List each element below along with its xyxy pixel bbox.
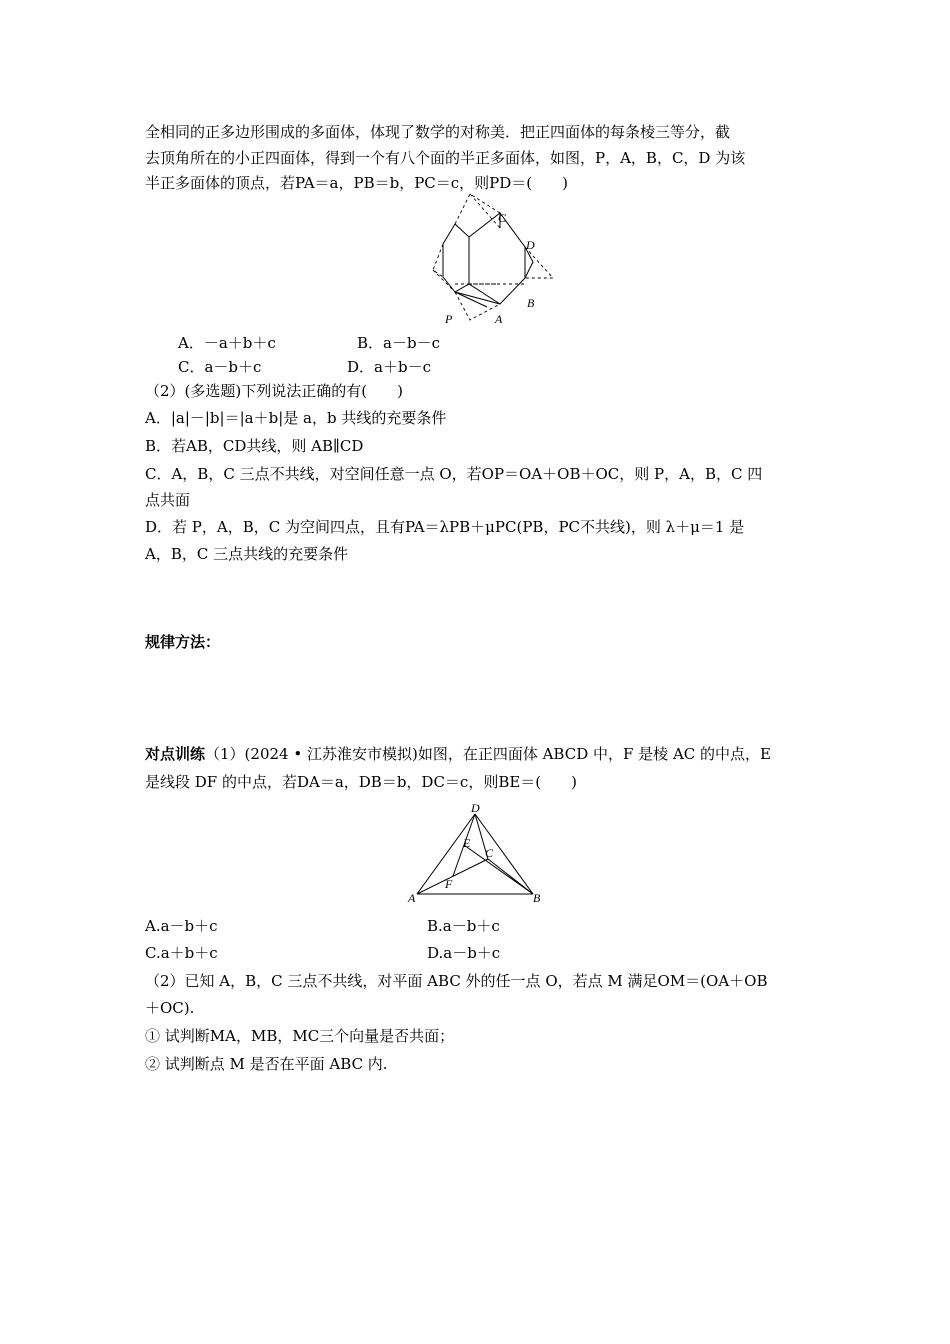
q2-stem: （2）(多选题)下列说法正确的有( ) (145, 382, 403, 400)
t1-option-c: C.a＋b＋c (145, 944, 218, 962)
t2-line-2: ＋OC). (145, 999, 195, 1017)
q2-option-a: A．|a|－|b|＝|a＋b|是 a，b 共线的充要条件 (145, 409, 447, 427)
figure-tetrahedron (405, 800, 550, 908)
fig1-label-D: D (526, 238, 535, 252)
figure-truncated-tetrahedron (425, 192, 560, 327)
q2-option-b: B．若AB，CD共线，则 AB∥CD (145, 437, 364, 455)
fig1-label-B: B (527, 296, 535, 310)
fig2-label-C: C (485, 846, 494, 860)
fig1-label-P: P (445, 312, 453, 326)
fig2-label-E: E (463, 836, 471, 850)
q1-option-b: B．a－b－c (357, 334, 440, 352)
fig2-label-F: F (445, 877, 453, 891)
fig1-label-C: C (498, 211, 507, 225)
q2-option-d-line2: A，B，C 三点共线的充要条件 (145, 545, 349, 563)
training-line-1 (145, 744, 771, 764)
q1-option-c: C．a－b＋c (178, 358, 262, 376)
t2-sub-2: ② 试判断点 M 是否在平面 ABC 内. (145, 1055, 388, 1073)
t2-sub-1: ① 试判断MA，MB，MC三个向量是否共面； (145, 1027, 455, 1045)
t2-line-1: （2）已知 A，B，C 三点不共线，对平面 ABC 外的任一点 O，若点 M 满足OM＝(OA＋OB (145, 972, 768, 990)
training-line-2: 是线段 DF 的中点，若DA＝a，DB＝b，DC＝c，则BE＝( ) (145, 773, 578, 791)
fig2-label-D: D (471, 801, 480, 815)
method-heading: 规律方法： (145, 633, 221, 651)
training-line1-text: （1）(2024 • 江苏淮安市模拟)如图，在正四面体 ABCD 中，F 是棱 AC 的中点，E (205, 745, 771, 763)
training-label: 对点训练 (145, 745, 206, 763)
intro-line-1: 全相同的正多边形围成的多面体，体现了数学的对称美．把正四面体的每条棱三等分，截 (145, 123, 731, 141)
fig2-label-A: A (408, 891, 416, 905)
t1-option-a: A.a－b＋c (145, 917, 218, 935)
q1-option-d: D．a＋b－c (347, 358, 431, 376)
q2-option-c-line1: C．A，B，C 三点不共线，对空间任意一点 O，若OP＝OA＋OB＋OC，则 P，A，B，C 四 (145, 465, 763, 483)
t1-option-b: B.a－b＋c (427, 917, 500, 935)
q1-option-a: A．－a＋b＋c (178, 334, 276, 352)
intro-line-3: 半正多面体的顶点，若PA＝a，PB＝b，PC＝c，则PD＝( ) (145, 174, 569, 192)
q2-option-d-line1: D．若 P，A，B，C 为空间四点，且有PA＝λPB＋μPC(PB，PC不共线)，则 λ＋μ＝1 是 (145, 518, 745, 536)
q2-option-c-line2: 点共面 (145, 491, 191, 509)
intro-line-2: 去顶角所在的小正四面体，得到一个有八个面的半正多面体，如图，P，A，B，C，D 为该 (145, 149, 746, 167)
fig2-label-B: B (533, 891, 541, 905)
fig1-label-A: A (495, 312, 503, 326)
t1-option-d: D.a－b＋c (427, 944, 501, 962)
